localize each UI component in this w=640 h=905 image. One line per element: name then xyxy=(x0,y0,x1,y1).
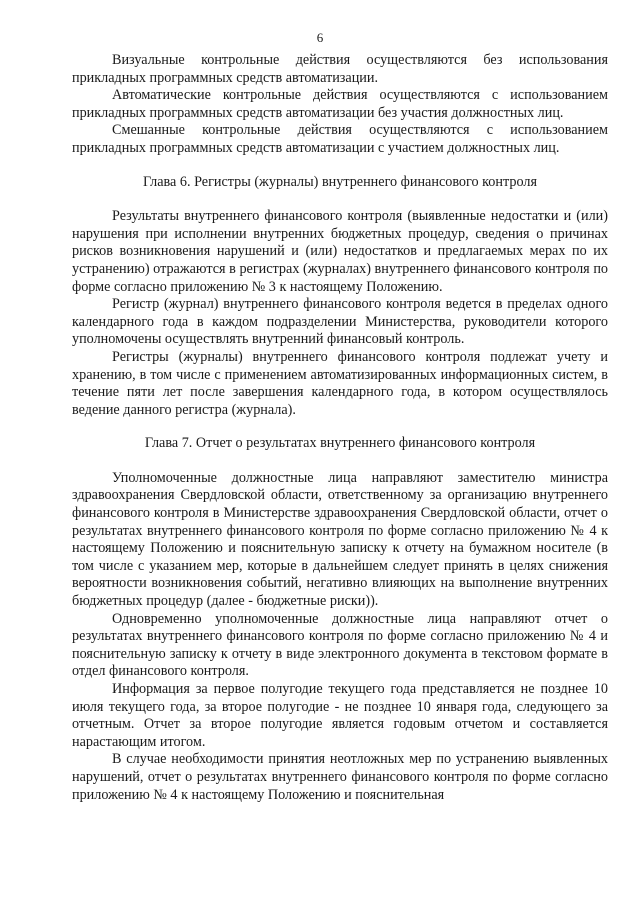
chapter-7-paragraph: Информация за первое полугодие текущего года представляется не позднее 10 июля текущего года, за второе полугодие - не позднее 10 января года, следующего за отчетным. Отчет за второе полугодие является годовым отчетом и составляется нарастающим итогом. xyxy=(72,681,608,750)
chapter-7-paragraph: Одновременно уполномоченные должностные лица направляют отчет о результатах внутреннего финансового контроля по форме согласно приложению № 4 и пояснительную записку к отчету в виде электронного документа в текстовом формате в отдел финансового контроля. xyxy=(72,610,608,680)
intro-paragraph-visual: Визуальные контрольные действия осуществляются без использования прикладных программных средств автоматизации. xyxy=(72,52,608,86)
chapter-6-paragraph: Регистры (журналы) внутреннего финансового контроля подлежат учету и хранению, в том числе с применением автоматизированных информационных систем, в течение пяти лет после завершения календарного года, в котором осуществлялось ведение данного регистра (журнала). xyxy=(72,348,608,418)
chapter-7-title: Глава 7. Отчет о результатах внутреннего финансового контроля xyxy=(144,435,536,452)
chapter-6-paragraph: Регистр (журнал) внутреннего финансового контроля ведется в пределах одного календарного года в каждом подразделении Министерства, руководители которого уполномочены осуществлять внутренний финансовый контроль. xyxy=(72,296,608,348)
intro-paragraph-automatic: Автоматические контрольные действия осуществляются с использованием прикладных программных средств автоматизации без участия должностных лиц. xyxy=(72,87,608,121)
chapter-7-paragraph: Уполномоченные должностные лица направляют заместителю министра здравоохранения Свердловской области, ответственному за организацию внутреннего финансового контроля в Министерстве здравоохранения Свердловской области, отчет о результатах внутреннего финансового контроля по форме согласно приложению № 4 к настоящему Положению и пояснительную записку к отчету на бумажном носителе (в том числе с указанием мер, которые в дальнейшем следует принять в целях снижения вероятности возникновения событий, негативно влияющих на выполнение внутренних бюджетных процедур (далее - бюджетные риски)). xyxy=(72,469,608,610)
chapter-6-paragraph: Результаты внутреннего финансового контроля (выявленные недостатки и (или) нарушения при исполнении внутренних бюджетных процедур, сведения о причинах рисков возникновения нарушений и (или) недостатков и предлагаемых мерах по их устранению) отражаются в регистрах (журналах) внутреннего финансового контроля по форме согласно приложению № 3 к настоящему Положению. xyxy=(72,208,608,295)
intro-paragraph-mixed: Смешанные контрольные действия осуществляются с использованием прикладных программных средств автоматизации с участием должностных лиц. xyxy=(72,122,608,156)
chapter-6-title: Глава 6. Регистры (журналы) внутреннего финансового контроля xyxy=(143,173,537,190)
document-body xyxy=(72,52,608,804)
chapter-7-paragraph: В случае необходимости принятия неотложных мер по устранению выявленных нарушений, отчет о результатах внутреннего финансового контроля по форме согласно приложению № 4 к настоящему Положению и пояснительная xyxy=(72,751,608,803)
page-number: 6 xyxy=(316,30,324,45)
